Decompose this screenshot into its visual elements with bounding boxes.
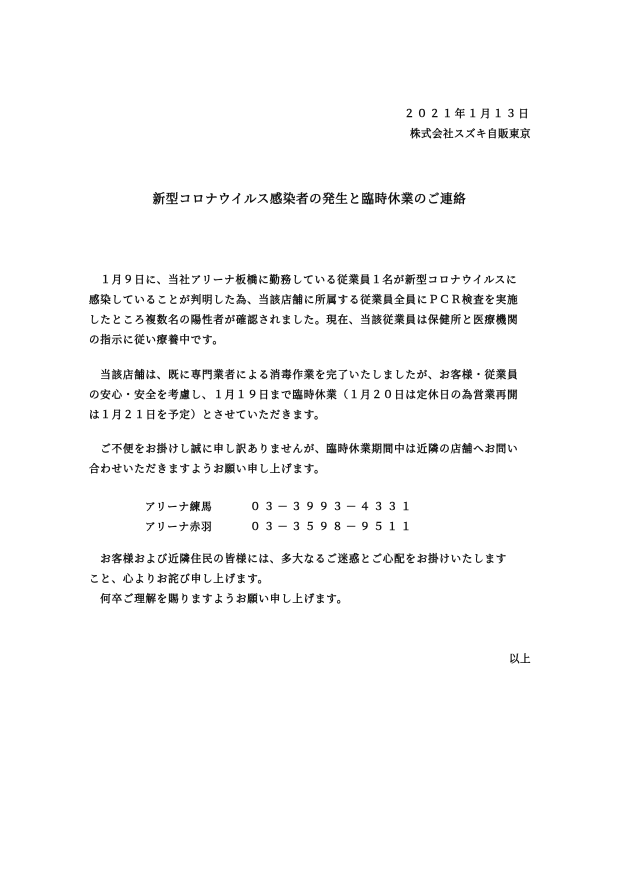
store-name: アリーナ練馬	[145, 501, 213, 513]
paragraph-line: は１月２１日を予定）とさせていただきます。	[89, 409, 326, 421]
nearby-store-contacts	[145, 497, 414, 537]
paragraph-line: の安心・安全を考慮し、１月１９日まで臨時休業（１月２０日は定休日の為営業再開	[89, 389, 519, 401]
document-title: 新型コロナウイルス感染者の発生と臨時休業のご連絡	[152, 191, 467, 206]
paragraph-line: お客様および近隣住民の皆様には、多大なるご迷惑とご心配をお掛けいたします	[89, 553, 508, 565]
document-date: ２０２１年１月１３日	[404, 108, 531, 120]
paragraph-final-apology	[89, 549, 539, 609]
company-name: 株式会社スズキ自販東京	[410, 128, 531, 140]
paragraph-line: １月９日に、当社アリーナ板橋に勤務している従業員１名が新型コロナウイルスに	[89, 274, 518, 286]
paragraph-line: 何卒ご理解を賜りますようお願い申し上げます。	[89, 593, 349, 605]
store-phone: ０３－３５９８－９５１１	[250, 521, 415, 533]
paragraph-line: こと、心よりお詫び申し上げます。	[89, 573, 269, 585]
store-phone: ０３－３９９３－４３３１	[250, 501, 415, 513]
paragraph-line: 当該店舗は、既に専門業者による消毒作業を完了いたしましたが、お客様・従業員	[89, 369, 519, 381]
paragraph-temporary-closure	[89, 365, 539, 425]
paragraph-line: 合わせいただきますようお願い申し上げます。	[89, 463, 326, 475]
paragraph-line: 感染していることが判明した為、当該店舗に所属する従業員全員にＰＣＲ検査を実施	[89, 294, 519, 306]
closing-mark: 以上	[509, 653, 531, 665]
contact-row	[145, 517, 414, 537]
paragraph-line: したところ複数名の陽性者が確認されました。現在、当該従業員は保健所と医療機関	[89, 314, 519, 326]
paragraph-line: の指示に従い療養中です。	[89, 334, 224, 346]
paragraph-apology-referral	[89, 439, 539, 479]
paragraph-line: ご不便をお掛けし誠に申し訳ありませんが、臨時休業期間中は近隣の店舗へお問い	[89, 443, 519, 455]
contact-row	[145, 497, 414, 517]
store-name: アリーナ赤羽	[145, 521, 213, 533]
paragraph-infection-report	[89, 270, 539, 350]
